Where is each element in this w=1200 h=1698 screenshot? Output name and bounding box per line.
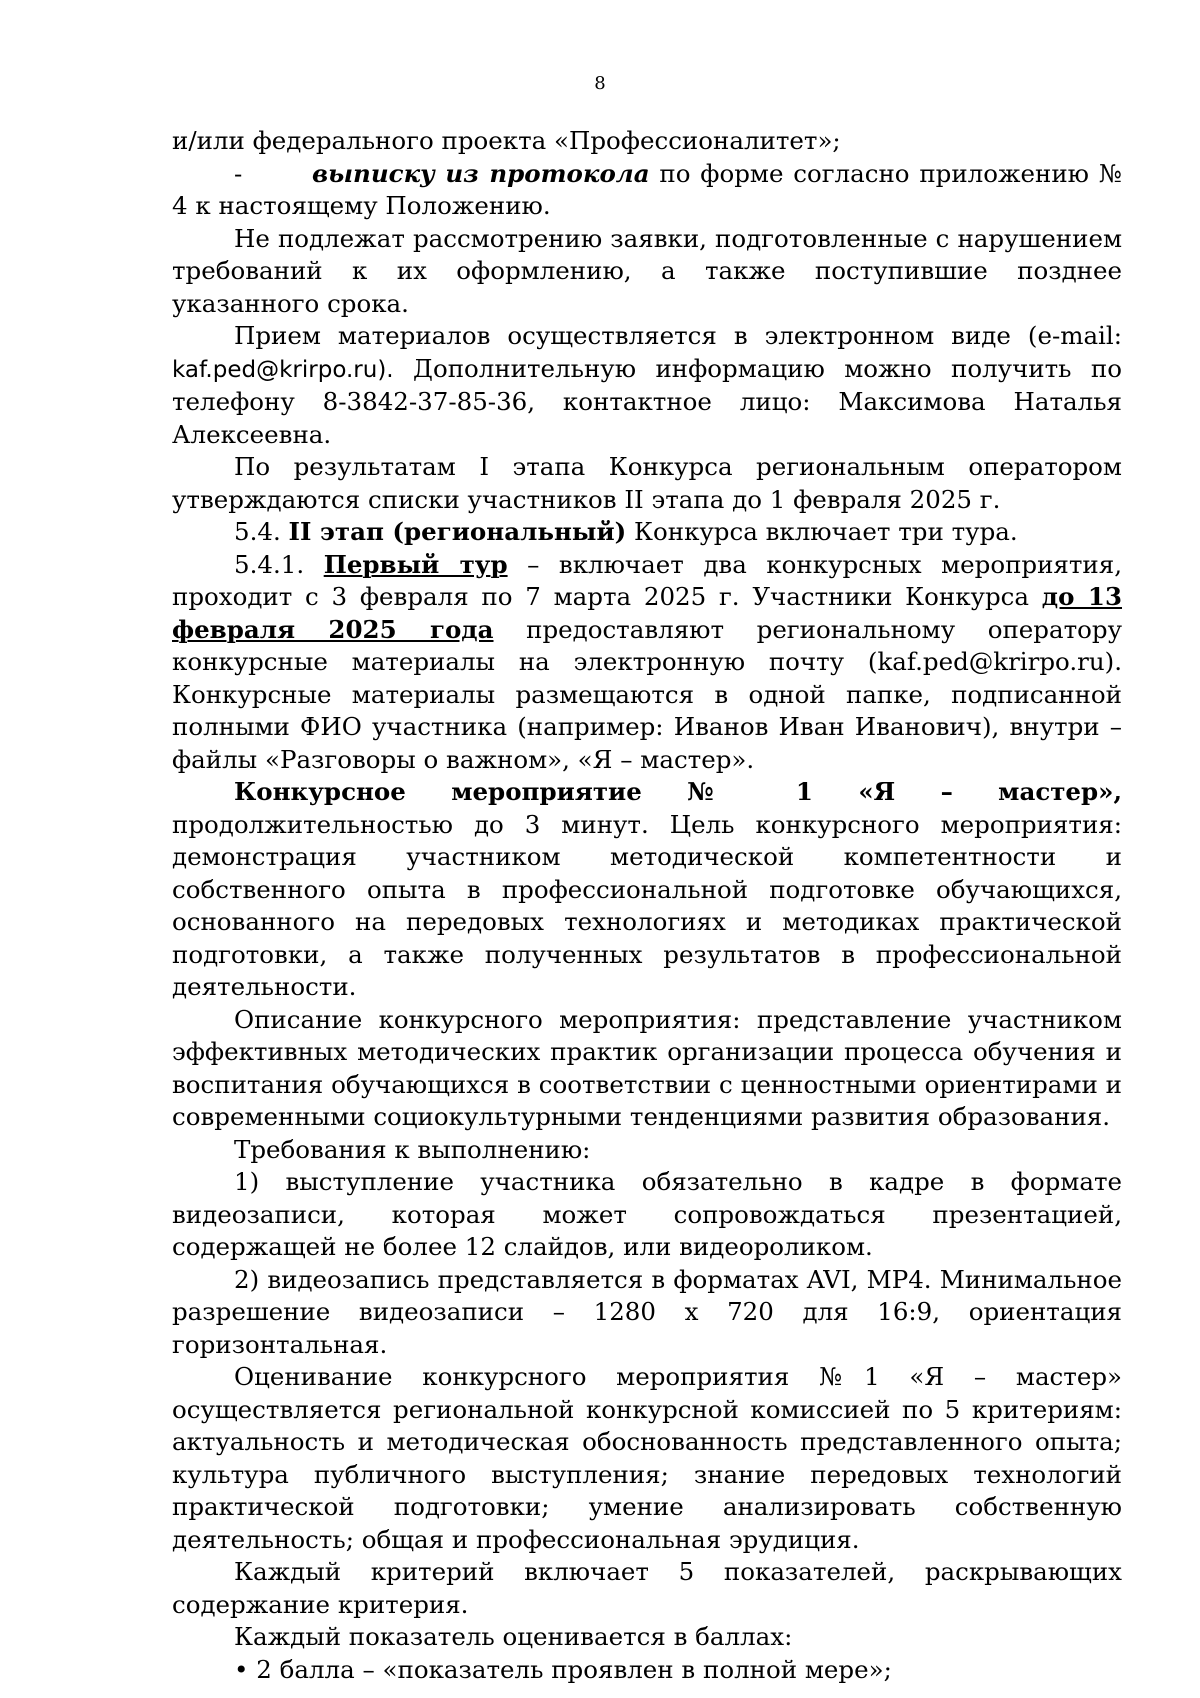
list-item-requirement-1: 1) выступление участника обязательно в кадре в формате видеозаписи, которая может сопровождаться презентацией, содержащей не более 12 слайдов, или видеороликом. (172, 1167, 1122, 1261)
list-item-protocol-extract (172, 158, 1122, 223)
paragraph-scoring-heading: Каждый показатель оценивается в баллах: (234, 1622, 793, 1651)
list-dash: - (234, 158, 243, 188)
page-number: 8 (594, 73, 606, 94)
submission-deadline: до 13 февраля 2025 года (172, 582, 1122, 644)
document-body (172, 125, 1122, 1686)
paragraph-indicators: Каждый критерий включает 5 показателей, раскрывающих содержание критерия. (172, 1557, 1122, 1619)
paragraph-event-1 (172, 776, 1122, 1004)
paragraph-section-5-4-1 (172, 549, 1122, 777)
submission-text-start: Прием материалов осуществляется в электронном виде (e-mail: (234, 321, 1122, 350)
first-round-text: – включает два конкурсных мероприятия, проходит с 3 февраля по 7 марта 2025 г. Участники Конкурса (172, 549, 1123, 611)
paragraph-requirements-heading: Требования к выполнению: (234, 1134, 591, 1164)
protocol-extract-label: выписку из протокола (312, 158, 650, 188)
paragraph-event-description: Описание конкурсного мероприятия: представление участником эффективных методических практик организации процесса обучения и воспитания обучающихся в соответствии с ценностными ориентирами и современными социокультурными тенденциями развития образования. (172, 1004, 1122, 1131)
protocol-extract-text: по форме согласно приложению № 4 к настоящему Положению. (172, 158, 1122, 220)
paragraph-federal-project: и/или федерального проекта «Профессионалитет»; (172, 126, 841, 155)
first-round-title: Первый тур (323, 549, 508, 579)
stage-two-title: II этап (региональный) (288, 517, 627, 546)
section-number: 5.4. (234, 517, 289, 546)
event-1-text: продолжительностью до 3 минут. Цель конкурсного мероприятия: демонстрация участником методической компетентности и собственного опыта в профессиональной подготовке обучающихся, основанного на передовых технологиях и методиках практической подготовки, а также полученных результатов в профессиональной деятельности. (172, 809, 1122, 1001)
paragraph-stage-one-results: По результатам I этапа Конкурса региональным оператором утверждаются списки участников II этапа до 1 февраля 2025 г. (172, 452, 1122, 514)
stage-two-text: Конкурса включает три тура. (626, 517, 1018, 546)
first-round-materials-text: предоставляют региональному оператору конкурсные материалы на электронную почту (kaf.ped@krirpo.ru). Конкурсные материалы размещаются в одной папке, подписанной полными ФИО участника (например: Иванов Иван Иванович), внутри – файлы «Разговоры о важном», «Я – мастер». (172, 614, 1122, 774)
list-item-requirement-2: 2) видеозапись представляется в форматах AVI, MP4. Минимальное разрешение видеозаписи – 1280 х 720 для 16:9, ориентация горизонтальная. (172, 1264, 1122, 1359)
paragraph-submission (172, 320, 1122, 451)
paragraph-rejection-rules: Не подлежат рассмотрению заявки, подготовленные с нарушением требований к их оформлению, а также поступившие позднее указанного срока. (172, 223, 1122, 318)
submission-email: kaf.ped@krirpo.ru). (172, 356, 394, 383)
event-1-title: Конкурсное мероприятие № 1 «Я – мастер», (234, 777, 1122, 806)
list-item-score-2: • 2 балла – «показатель проявлен в полной мере»; (234, 1654, 892, 1684)
subsection-number: 5.4.1. (234, 549, 324, 579)
paragraph-section-5-4 (172, 516, 1122, 549)
submission-text-end: Дополнительную информацию можно получить по телефону 8-3842-37-85-36, контактное лицо: Максимова Наталья Алексеевна. (172, 353, 1122, 449)
paragraph-evaluation-criteria: Оценивание конкурсного мероприятия №1 «Я – мастер» осуществляется региональной конкурсной комиссией по 5 критериям: актуальность и методическая обоснованность представленного опыта; культура публичного выступления; знание передовых технологий практической подготовки; умение анализировать собственную деятельность; общая и профессиональная эрудиция. (172, 1362, 1122, 1554)
